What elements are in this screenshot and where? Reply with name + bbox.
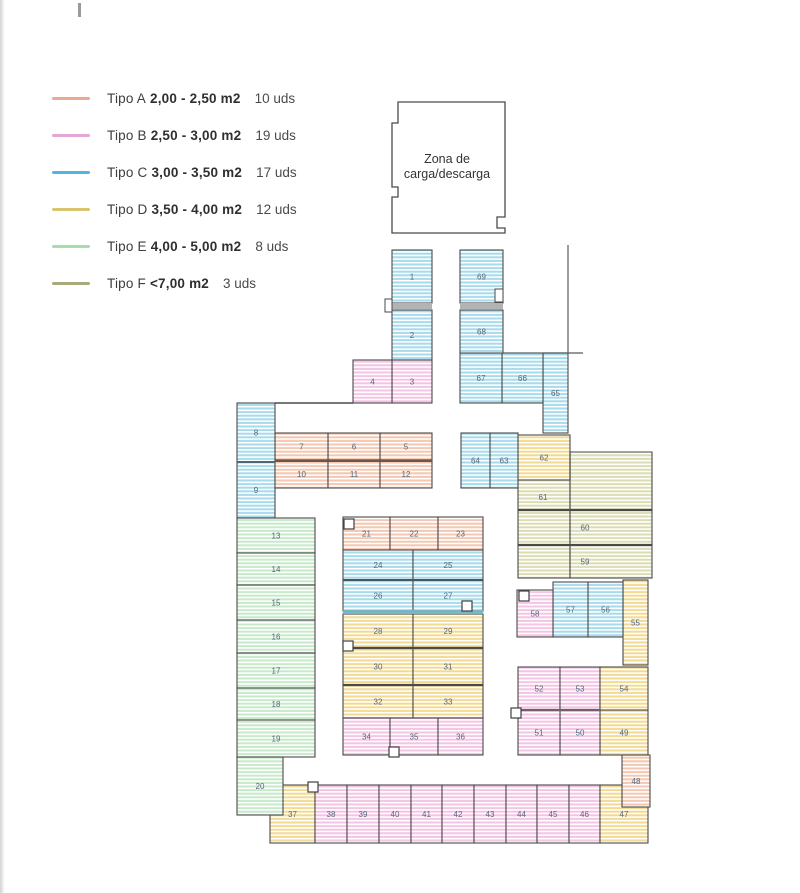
- unit-label-48: 48: [631, 776, 641, 786]
- door-marker: [389, 747, 399, 757]
- unit-label-46: 46: [580, 809, 589, 819]
- gray-divider: [460, 303, 503, 309]
- unit-label-10: 10: [297, 469, 306, 479]
- unit-label-37: 37: [288, 809, 297, 819]
- door-marker: [462, 601, 472, 611]
- unit-label-3: 3: [409, 377, 415, 387]
- unit-label-65: 65: [551, 388, 560, 398]
- unit-label-30: 30: [373, 662, 383, 672]
- unit-label-34: 34: [362, 732, 371, 742]
- unit-label-6: 6: [351, 442, 357, 452]
- unit-label-17: 17: [271, 666, 281, 676]
- unit-label-31: 31: [443, 662, 453, 672]
- legend-label: Tipo B 2,50 - 3,00 m2: [107, 128, 242, 143]
- unit-label-43: 43: [485, 809, 495, 819]
- loading-zone-label: carga/descarga: [403, 167, 491, 181]
- legend-label: Tipo F <7,00 m2: [107, 276, 209, 291]
- door-marker: [308, 782, 318, 792]
- unit-label-63: 63: [499, 456, 509, 466]
- unit-label-12: 12: [401, 469, 411, 479]
- door-marker: [519, 591, 529, 601]
- legend-count: 17 uds: [256, 165, 297, 180]
- unit-label-69: 69: [477, 272, 486, 282]
- legend-count: 12 uds: [256, 202, 297, 217]
- unit-label-7: 7: [299, 442, 304, 452]
- unit-label-57: 57: [566, 605, 575, 615]
- unit-label-62: 62: [539, 453, 549, 463]
- unit-label-19: 19: [271, 734, 281, 744]
- unit-label-22: 22: [409, 529, 419, 539]
- unit-label-49: 49: [619, 728, 629, 738]
- unit-label-41: 41: [422, 809, 431, 819]
- unit-label-56: 56: [601, 605, 610, 615]
- unit-label-21: 21: [362, 529, 371, 539]
- unit-label-1: 1: [409, 272, 415, 282]
- unit-label-55: 55: [631, 618, 640, 628]
- unit-label-4: 4: [370, 377, 375, 387]
- unit-label-18: 18: [271, 699, 281, 709]
- unit-label-60: 60: [580, 523, 590, 533]
- unit-label-28: 28: [373, 626, 383, 636]
- unit-label-29: 29: [443, 626, 453, 636]
- unit-label-54: 54: [619, 684, 629, 694]
- unit-label-2: 2: [409, 330, 415, 340]
- door-marker: [344, 519, 354, 529]
- unit-label-36: 36: [456, 732, 465, 742]
- door-marker: [343, 641, 353, 651]
- unit-label-35: 35: [409, 732, 419, 742]
- loading-zone-label: Zona de: [424, 152, 470, 166]
- legend-count: 10 uds: [254, 91, 296, 106]
- unit-label-14: 14: [271, 564, 281, 574]
- unit-label-27: 27: [443, 591, 453, 601]
- unit-label-13: 13: [271, 531, 281, 541]
- unit-label-45: 45: [548, 809, 558, 819]
- legend-count: 3 uds: [223, 276, 257, 291]
- unit-label-47: 47: [619, 809, 629, 819]
- unit-label-42: 42: [453, 809, 463, 819]
- unit-label-9: 9: [253, 485, 259, 495]
- unit-label-40: 40: [390, 809, 400, 819]
- unit-label-33: 33: [443, 697, 453, 707]
- unit-label-16: 16: [271, 632, 281, 642]
- legend-count: 8 uds: [255, 239, 289, 254]
- legend-count: 19 uds: [255, 128, 296, 143]
- unit-label-26: 26: [373, 591, 383, 601]
- unit-label-20: 20: [255, 781, 265, 791]
- unit-label-5: 5: [403, 442, 409, 452]
- unit-label-53: 53: [575, 684, 585, 694]
- unit-label-68: 68: [477, 327, 486, 337]
- unit-label-59: 59: [580, 557, 590, 567]
- unit-label-66: 66: [518, 373, 527, 383]
- unit-label-32: 32: [373, 697, 383, 707]
- legend-label: Tipo C 3,00 - 3,50 m2: [107, 165, 243, 180]
- unit-label-51: 51: [534, 728, 544, 738]
- unit-label-67: 67: [476, 373, 486, 383]
- wall-notch: [385, 299, 392, 312]
- unit-label-50: 50: [575, 728, 585, 738]
- unit-label-61: 61: [538, 492, 548, 502]
- unit-label-44: 44: [517, 809, 526, 819]
- unit-label-23: 23: [456, 529, 465, 539]
- door-marker: [511, 708, 521, 718]
- unit-label-58: 58: [530, 609, 540, 619]
- legend-label: Tipo D 3,50 - 4,00 m2: [107, 202, 243, 217]
- wall-notch: [495, 289, 503, 302]
- unit-label-8: 8: [253, 428, 259, 438]
- unit-label-11: 11: [349, 469, 359, 479]
- gray-divider: [392, 303, 432, 309]
- unit-label-15: 15: [271, 598, 281, 608]
- unit-label-39: 39: [358, 809, 368, 819]
- unit-label-64: 64: [471, 456, 480, 466]
- legend-label: Tipo E 4,00 - 5,00 m2: [107, 239, 242, 254]
- unit-label-25: 25: [443, 560, 453, 570]
- unit-label-38: 38: [326, 809, 336, 819]
- legend-label: Tipo A 2,00 - 2,50 m2: [107, 91, 241, 106]
- unit-label-24: 24: [373, 560, 383, 570]
- unit-label-52: 52: [534, 684, 544, 694]
